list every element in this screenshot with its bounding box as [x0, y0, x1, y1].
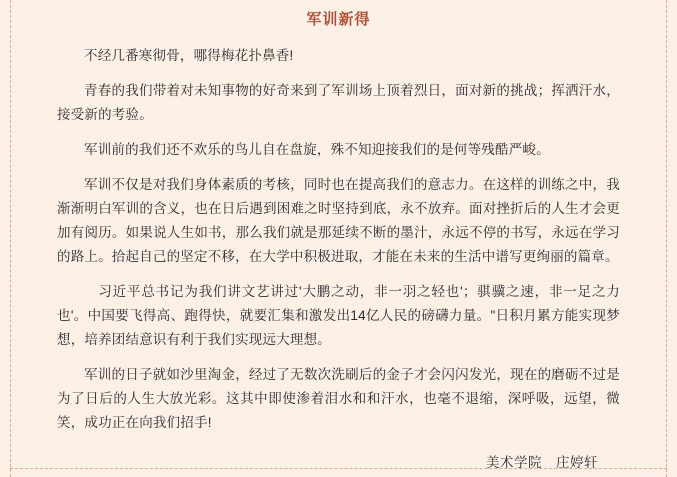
page-title: 军训新得	[306, 11, 371, 28]
article-content	[11, 0, 666, 468]
paragraph-6: 军训的日子就如沙里淘金，经过了无数次洗刷后的金子才会闪闪发光，现在的磨砺不过是为了日后的人生大放光彩。这其中即使渗着泪水和和汗水，也毫不退缩，深呼吸，远望，微笑，成功正在向我们招手!	[57, 367, 620, 430]
paragraph-4: 军训不仅是对我们身体素质的考核，同时也在提高我们的意志力。在这样的训练之中，我渐渐明白军训的含义，也在日后遇到困难之时坚持到底，永不放弃。面对挫折后的人生才会更加有阅历。如果说人生如书，那么我们就是那延续不断的墨汁，永远不停的书写，永远在学习的路上。拾起自己的坚定不移，在大学中积极进取，才能在未来的生活中谱写更绚丽的篇章。	[57, 177, 620, 264]
paragraph-2: 青春的我们带着对未知事物的好奇来到了军训场上顶着烈日，面对新的挑战；挥洒汗水，接受新的考验。	[57, 83, 620, 122]
paragraph-5: 习近平总书记为我们讲文艺讲过'大鹏之动，非一羽之轻也'；骐骥之速，非一足之力也'。中国要飞得高、跑得快，就要汇集和激发出14亿人民的磅礴力量。"日积月累方能实现梦想，培养团结意识有利于我们实现远大理想。	[57, 284, 620, 347]
right-dashed-border	[666, 0, 667, 477]
author-signature: 美术学院 庄婷轩	[486, 455, 598, 470]
paragraph-1: 不经几番寒彻骨，哪得梅花扑鼻香!	[84, 48, 294, 63]
paragraph-3: 军训前的我们还不欢乐的鸟儿自在盘旋，殊不知迎接我们的是何等残酷严峻。	[84, 142, 550, 157]
